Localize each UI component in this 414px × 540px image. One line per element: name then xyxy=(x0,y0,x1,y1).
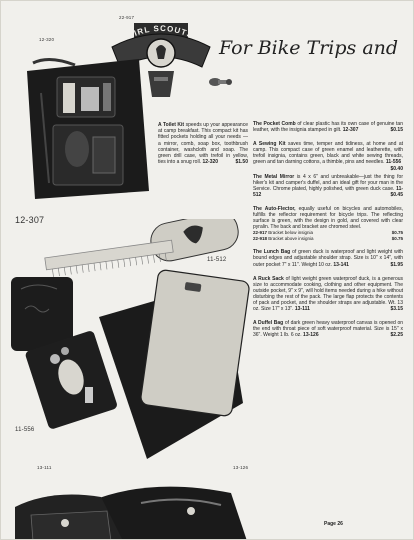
auto-flector-name: The Auto-Flector, xyxy=(253,205,296,212)
badge-text: GIRL SCOUTS xyxy=(125,24,195,41)
pocket-comb-description xyxy=(253,121,403,133)
auto-flector-line-1-price: $0.75 xyxy=(391,230,403,236)
product-description-column xyxy=(253,121,403,346)
ruck-sack-code: 13-111 xyxy=(294,306,310,313)
auto-flector-text: equally useful on bicycles and automobiles, fulfills the reflector requirement for bicycle trips. The reflecting surface is green, with the design in gold, and covered with clear pyralin. The back and bracket are chromed steel. xyxy=(253,205,404,231)
pocket-comb-code: 12-307 xyxy=(342,127,359,134)
code-lunch: 13-111 xyxy=(37,465,52,470)
ruck-sack-description xyxy=(253,276,403,313)
wing-nut-image xyxy=(207,71,233,93)
auto-flector-line-2-label: Bracket above insignia xyxy=(268,235,314,241)
sewing-kit-code: 11-556 xyxy=(385,159,402,166)
lunch-bag-code: 13-141 xyxy=(333,261,349,268)
ruck-sack-price: $3.15 xyxy=(390,306,403,313)
page-number: Page 26 xyxy=(324,521,343,527)
code-sewing-kit: 11-556 xyxy=(15,427,35,433)
duffel-bag-price: $2.25 xyxy=(390,332,403,339)
sewing-kit-text: saves time, temper and tidiness, at home and at camp. This compact case of green enamel and leatherette, with trefoil insignia, contains green, black and white sewing threads, green and tan darning cottons, a thimble, pins and needles. xyxy=(253,141,403,166)
lunch-bag-name: The Lunch Bag xyxy=(253,249,291,256)
metal-mirror-code: 11-512 xyxy=(253,185,404,198)
toilet-kit-image xyxy=(19,53,153,205)
auto-flector-line-2 xyxy=(253,236,403,242)
toilet-kit-price: $1.50 xyxy=(235,159,248,166)
badge-text-image xyxy=(113,24,209,44)
ruck-sack-name: A Ruck Sack xyxy=(253,275,284,282)
duffel-bag-text: of dark green heavy waterproof canvas is opened on the end with throat piece of soft waterproof material. Size is 15" x 36". Weight 1 lb. 6 oz. xyxy=(253,320,404,339)
lunch-bag-description xyxy=(253,249,403,267)
lunch-bag-price: $1.95 xyxy=(390,261,403,268)
page-title: For Bike Trips and xyxy=(219,37,399,59)
metal-mirror-description xyxy=(253,174,403,198)
toilet-kit-text: speeds up your appearance at camp breakfast. This compact kit has fitted pockets holding all your needs — a mirror, comb, soap box, toothbrush container, washcloth and soap. The green drill case, with trefoil in yellow, ties into a snug roll. xyxy=(158,122,248,166)
toilet-kit-code: 12-320 xyxy=(202,159,219,166)
duffel-bag-code: 13-126 xyxy=(303,332,319,339)
toilet-kit-name: A Toilet Kit xyxy=(158,122,185,128)
pocket-comb-name: The Pocket Comb xyxy=(253,121,296,127)
sewing-kit-price: $0.40 xyxy=(390,165,403,172)
metal-mirror-price: $0.45 xyxy=(390,191,403,198)
auto-flector-line-2-code: 22-918 xyxy=(253,235,268,241)
svg-text:GIRL SCOUTS xyxy=(126,24,195,41)
auto-flector-line-2-price: $0.75 xyxy=(391,235,403,241)
pocket-comb-text: of clear plastic has its own case of genuine tan leather, with the insignia stamped in gilt. xyxy=(253,121,403,134)
bags-image xyxy=(11,471,251,540)
metal-mirror-name: The Metal Mirror xyxy=(253,173,295,180)
badge-label-image xyxy=(9,1,119,11)
code-mirror: 11-512 xyxy=(207,257,227,263)
duffel-bag-description xyxy=(253,320,403,338)
duffel-bag-name: A Duffel Bag xyxy=(253,320,284,327)
metal-mirror-image xyxy=(93,253,253,463)
sewing-kit-name: A Sewing Kit xyxy=(253,141,286,148)
metal-mirror-text: is 4 x 6" and unbreakable—just the thing for hiker's kit and camper's duffel, and an ideal gift for your man in the Service. Chrome plated, highly polished, with green duck case. xyxy=(253,173,403,192)
toilet-kit-description xyxy=(158,122,248,165)
pocket-comb-price: $0.15 xyxy=(390,127,403,134)
code-toilet-kit: 12-320 xyxy=(39,37,55,42)
ruck-sack-text: of light weight green waterproof duck, is a generous size to accommodate cooking, clothing and other equipment. The outside pocket, 9" x 9", will hold items needed during a hike without disturbing the rest of the pack. The large flap protects the contents of pack and pocket, and the shoulder straps are adjustable. Wt. 13 oz. Size 17" x 13". xyxy=(253,275,404,313)
code-duffel: 13-126 xyxy=(233,465,249,470)
code-badge: 22-917 xyxy=(119,15,135,20)
auto-flector-line-1-label: Bracket below insignia xyxy=(268,230,314,236)
auto-flector-description xyxy=(253,206,403,241)
code-comb: 12-307 xyxy=(15,215,45,225)
auto-flector-line-1-code: 22-917 xyxy=(253,230,268,236)
sewing-kit-description xyxy=(253,141,403,172)
lunch-bag-text: of green duck is waterproof and light weight with bound edges and adjustable shoulder strap. Size is 10" x 14", with outer pocket 7" x 11". Weight 10 oz. xyxy=(253,249,404,268)
